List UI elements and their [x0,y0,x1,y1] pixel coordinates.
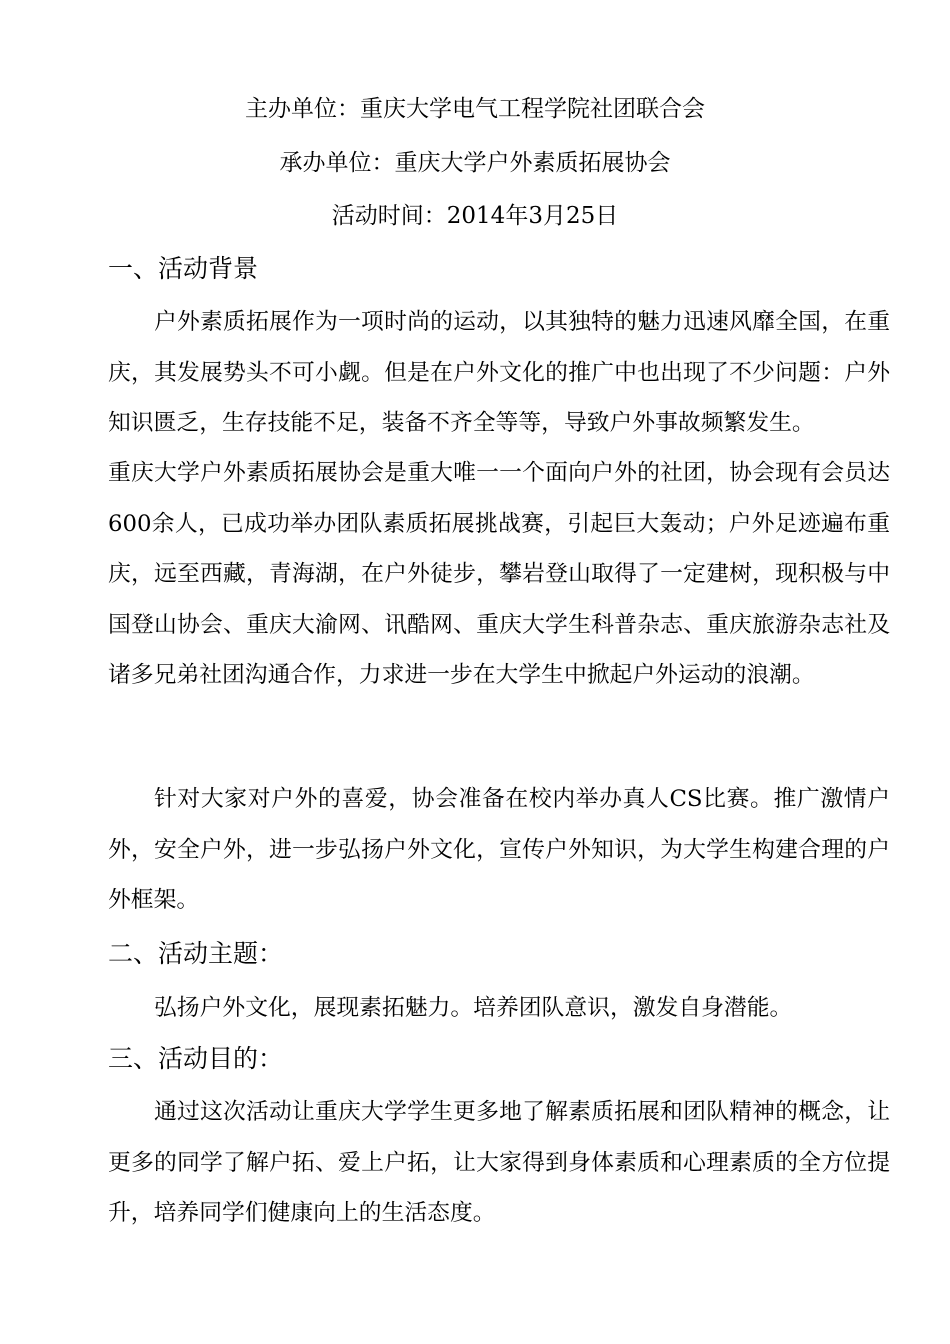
section-heading-purpose: 三、活动目的： [108,1044,284,1073]
purpose-paragraph: 通过这次活动让重庆大学学生更多地了解素质拓展和团队精神的概念，让更多的同学了解户拓、爱上户拓，让大家得到身体素质和心理素质的全方位提升，培养同学们健康向上的生活态度。 [108,1099,890,1227]
background-paragraph-2: 重庆大学户外素质拓展协会是重大唯一一个面向户外的社团，协会现有会员达600余人，已成功举办团队素质拓展挑战赛，引起巨大轰动；户外足迹遍布重庆，远至西藏，青海湖，在户外徒步，攀岩登山取得了一定建树，现积极与中国登山协会、重庆大渝网、讯酷网、重庆大学生科普杂志、重庆旅游杂志社及诸多兄弟社团沟通合作，力求进一步在大学生中掀起户外运动的浪潮。 [108,460,890,689]
section-heading-theme: 二、活动主题： [108,939,284,968]
co-organizer-line: 承办单位：重庆大学户外素质拓展协会 [279,150,671,176]
background-paragraph-3: 针对大家对户外的喜爱，协会准备在校内举办真人CS比赛。推广激情户外，安全户外，进一步弘扬户外文化，宣传户外知识，为大学生构建合理的户外框架。 [108,786,890,914]
organizer-line: 主办单位：重庆大学电气工程学院社团联合会 [245,96,705,122]
background-paragraph-1: 户外素质拓展作为一项时尚的运动，以其独特的魅力迅速风靡全国，在重庆，其发展势头不可小觑。但是在户外文化的推广中也出现了不少问题：户外知识匮乏，生存技能不足，装备不齐全等等，导致户外事故频繁发生。 [108,309,890,437]
theme-paragraph: 弘扬户外文化，展现素拓魅力。培养团队意识，激发自身潜能。 [154,995,793,1021]
section-heading-background: 一、活动背景 [108,254,259,283]
event-time-line: 活动时间：2014年3月25日 [331,203,619,229]
